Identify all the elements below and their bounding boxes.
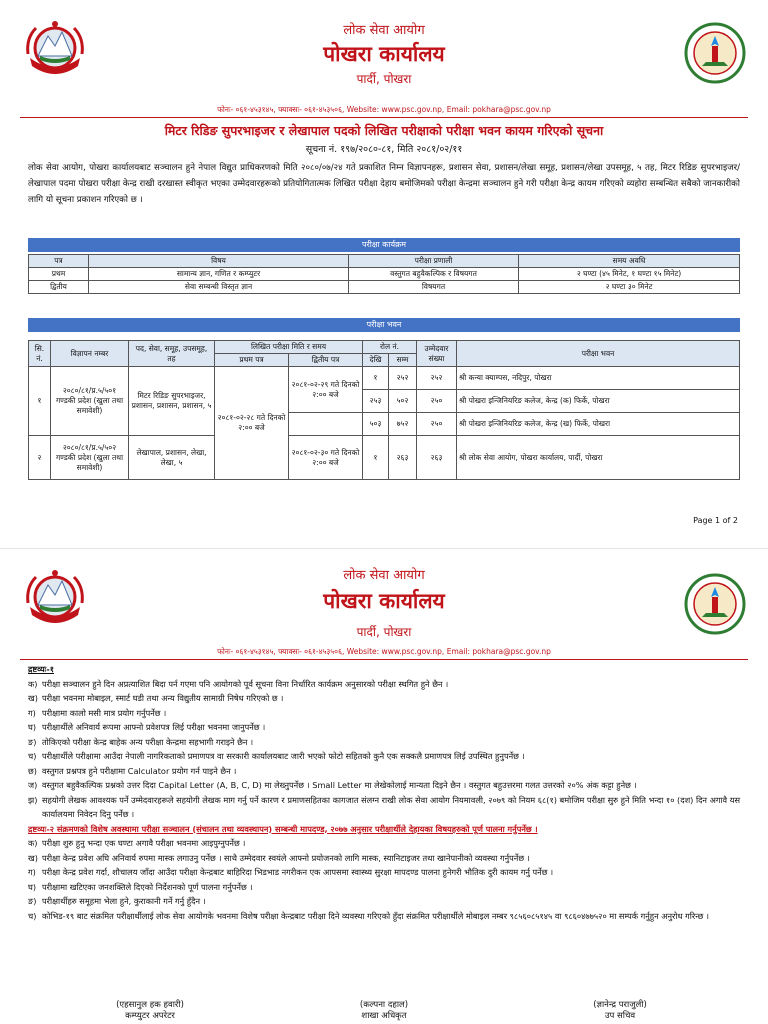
notice-intro: लोक सेवा आयोग, पोखरा कार्यालयबाट सञ्चालन हुने नेपाल विद्युत प्राधिकरणको मिति २०८०/०७/२४ गते प्रकाशित निम्न विज्ञापनहरू, प्रशासन सेवा, प्रशासन/लेखा समूह, प्रशासन/लेखा उपसमूह, ५ तह, मिटर रिडिङ सुपरभाइजर/लेखापाल पदमा पोखरा परीक्षा केन्द्र राखी दरखास्त स्वीकृत भएका उम्मेदवारहरूको प्रतियोगितात्मक लिखित परीक्षा देहाय बमोजिमको परीक्षा केन्द्रमा सञ्चालन हुने गरी परीक्षा केन्द्र कायम गरिएको व्यहोरा सम्बन्धित सबैको जानकारीको लागि यो सूचना प्रकाशन गरिएको छ ।	[28, 163, 740, 205]
table-cell: २ घण्टा ३० मिनेट	[519, 281, 740, 294]
list-item-text: परीक्षा शुरु हुनु भन्दा एक घण्टा अगावै परीक्षा भवनमा आइपुग्नुपर्नेछ ।	[42, 838, 246, 848]
table-row	[29, 281, 740, 294]
table-cell: २०८१-०२-२९ गते दिनको २:०० बजे	[289, 367, 363, 413]
list-item	[28, 677, 740, 692]
venue-col-post: पद, सेवा, समूह, उपसमूह, तह	[129, 341, 215, 367]
page-number: Page 1 of 2	[693, 516, 738, 525]
schedule-col-paper: पत्र	[29, 255, 89, 268]
list-item-text: परीक्षार्थीहरु समूहमा भेला हुने, कुराकानी गर्ने गर्नु हुँदैन ।	[42, 896, 206, 906]
list-item-text: परीक्षा भवनमा मोबाइल, स्मार्ट घडी तथा अन्य विद्युतीय सामाग्री निषेध गरिएको छ ।	[42, 693, 284, 703]
list-item-label: ग)	[28, 707, 36, 718]
venue-col-adv: विज्ञापन नम्बर	[51, 341, 129, 367]
venue-col-sn: सि. नं.	[29, 341, 51, 367]
commission-name: लोक सेवा आयोग	[343, 568, 425, 583]
list-item-label: ङ)	[28, 896, 37, 906]
venue-table	[28, 340, 740, 480]
table-cell: द्वितीय	[29, 281, 89, 294]
office-name: पोखरा कार्यालय	[323, 589, 445, 613]
list-item	[28, 764, 740, 779]
schedule-col-duration: समय अवधि	[519, 255, 740, 268]
list-item-text: परीक्षा सञ्चालन हुने दिन अप्रत्याशित बिदा पर्न गएमा पनि आयोगको पूर्व सूचना विना निर्धारित कार्यक्रम अनुसारको परीक्षा स्थगित हुने छैन ।	[42, 678, 449, 689]
signatory-name: (ज्ञानेन्द्र पराजुली)	[593, 1000, 647, 1010]
signatory-1	[70, 999, 230, 1021]
office-location: पार्दी, पोखरा	[356, 72, 412, 86]
list-item	[28, 778, 740, 793]
list-item-text: तोकिएको परीक्षा केन्द्र बाहेक अन्य परीक्षा केन्द्रमा सहभागी गराइने छैन ।	[42, 736, 254, 747]
list-item-label: ग)	[28, 867, 36, 877]
notes-heading-1: द्रष्टव्यः-१	[28, 664, 54, 674]
notes-section	[28, 662, 740, 923]
list-item	[28, 793, 740, 822]
table-cell: २६३	[389, 436, 417, 480]
signatory-name: (कल्पना दहाल)	[359, 1000, 409, 1010]
table-cell: श्री पोखरा इन्जिनियरिङ कलेज, केन्द्र (क) फिर्के, पोखरा	[457, 390, 740, 413]
list-item	[28, 851, 740, 866]
notice-page-2	[0, 548, 768, 1024]
table-cell	[289, 413, 363, 436]
venue-col-from: देखि	[363, 354, 389, 367]
list-item	[28, 836, 740, 851]
table-cell: २०८१-०२-३० गते दिनको २:०० बजे	[289, 436, 363, 480]
venue-col-roll: रोल नं.	[363, 341, 417, 354]
notice-reference: सूचना नं. १९७/२०८०-८१, मिति २०८१/०२/११	[305, 144, 463, 155]
list-item-text: कोभिड-१९ बाट संक्रमित परीक्षार्थीलाई लोक सेवा आयोगके भवनमा विशेष परीक्षा केन्द्रबाट परीक्षा दिने व्यवस्था गरिएको हुँदा संक्रमित परीक्षार्थीले मोबाइल नम्बर ९८५६०८५१४५ वा ९८६०४७७५२० मा सम्पर्क गर्नुहुन अनुरोध गरिन्छ ।	[42, 910, 710, 921]
table-cell: २०८०/८१/प्र.५/५०२ गण्डकी प्रदेश (खुला तथा समावेशी)	[51, 436, 129, 480]
list-item-label: क)	[28, 838, 38, 848]
list-item-label: घ)	[28, 722, 37, 732]
table-cell: १	[363, 436, 389, 480]
notice-subject: मिटर रिडिङ सुपरभाइजर र लेखापाल पदको लिखित परीक्षाको परीक्षा भवन कायम गरिएको सूचना	[164, 123, 604, 138]
venue-col-second: द्वितीय पत्र	[289, 354, 363, 367]
list-item-label: घ)	[28, 881, 37, 892]
table-cell: २६३	[417, 436, 457, 480]
list-item-label: ख)	[28, 852, 38, 863]
table-row	[29, 436, 740, 480]
list-item-text: सहयोगी लेखक आवश्यक पर्ने उम्मेदवारहरूले सहयोगी लेखक माग गर्नु पर्ने कारण र प्रमाणसहितका कागजात संलग्न राखी लोक सेवा आयोग नियमावली, २०७९ को नियम ६८(१) बमोजिम परीक्षा सुरु हुने मिति भन्दा १० (दश) दिन अगावै यस कार्यालयमा निवेदन दिनु पर्नेछ ।	[42, 794, 740, 819]
table-cell: विषयगत	[349, 281, 519, 294]
table-cell: २	[29, 436, 51, 480]
signatory-2	[304, 999, 464, 1021]
table-cell: २५२	[417, 367, 457, 390]
table-cell: श्री लोक सेवा आयोग, पोखरा कार्यालय, पार्दी, पोखरा	[457, 436, 740, 480]
venue-col-to: सम्म	[389, 354, 417, 367]
list-item-text: परीक्षा केन्द्र प्रवेश अघि अनिवार्य रुपमा मास्क लगाउनु पर्नेछ । साथै उम्मेदवार स्वयंले आफ्नो प्रयोजनको लागि मास्क, स्यानिटाइजर तथा खानेपानीको व्यवस्था गर्नुपर्नेछ ।	[42, 852, 530, 863]
table-cell: प्रथम	[29, 268, 89, 281]
list-item-label: ज)	[28, 780, 38, 790]
contact-line: फोनः- ०६१-४५३१४५, फ्याक्सः- ०६१-४५३५०६, Website: www.psc.gov.np, Email: pokhara@psc.gov.np	[217, 647, 551, 656]
office-location: पार्दी, पोखरा	[356, 625, 412, 639]
schedule-col-subject: विषय	[89, 255, 349, 268]
venue-col-hall: परीक्षा भवन	[457, 341, 740, 367]
list-item-label: छ)	[28, 765, 37, 776]
list-item-label: च)	[28, 910, 37, 921]
table-cell: २ घण्टा (४५ मिनेट, १ घण्टा १५ मिनेट)	[519, 268, 740, 281]
schedule-table	[28, 254, 740, 294]
list-item-text: परीक्षामा कालो मसी मात्र प्रयोग गर्नुपर्नेछ ।	[42, 707, 167, 718]
list-item	[28, 865, 740, 880]
commission-name: लोक सेवा आयोग	[343, 23, 425, 38]
list-item-text: वस्तुगत बहुवैकल्पिक प्रश्नको उत्तर दिदा Capital Letter (A, B, C, D) मा लेख्नुपर्नेछ । Small Letter मा लेखेकोलाई मान्यता दिइने छैन । वस्तुगत बहुउत्तरमा गलत उत्तरको २०% अंक कट्टा हुनेछ ।	[42, 780, 637, 790]
venue-header-row	[29, 341, 740, 354]
list-item-label: ङ)	[28, 736, 37, 747]
office-name: पोखरा कार्यालय	[323, 42, 445, 66]
list-item-text: वस्तुगत प्रश्नपत्र हुने परीक्षामा Calculator प्रयोग गर्न पाइने छैन ।	[42, 765, 237, 776]
signatory-name: (एहसानुल हक हवारी)	[116, 1000, 184, 1010]
table-cell: वस्तुगत बहुवैकल्पिक र विषयगत	[349, 268, 519, 281]
contact-line: फोनः- ०६१-४५३१४५, फ्याक्सः- ०६१-४५३५०६, Website: www.psc.gov.np, Email: pokhara@psc.gov.np	[217, 105, 551, 114]
schedule-title: परीक्षा कार्यक्रम	[28, 238, 740, 252]
list-item	[28, 749, 740, 764]
list-item	[28, 720, 740, 735]
schedule-col-system: परीक्षा प्रणाली	[349, 255, 519, 268]
table-cell: २०८१-०२-२८ गते दिनको २:०० बजे	[215, 367, 289, 480]
list-item-text: परीक्षार्थीले अनिवार्य रूपमा आफ्नो प्रवेशपत्र लिई परीक्षा भवनमा जानुपर्नेछ ।	[42, 722, 266, 732]
list-item	[28, 735, 740, 750]
table-row	[29, 268, 740, 281]
list-item-label: क)	[28, 678, 38, 689]
signatory-title: शाखा अधिकृत	[361, 1011, 407, 1021]
table-cell: लेखापाल, प्रशासन, लेखा, लेखा, ५	[129, 436, 215, 480]
venue-col-first: प्रथम पत्र	[215, 354, 289, 367]
list-item	[28, 894, 740, 909]
list-item	[28, 880, 740, 895]
table-cell: श्री कन्या क्याम्पस, नदिपुर, पोखरा	[457, 367, 740, 390]
signatory-3	[540, 999, 700, 1021]
schedule-header-row	[29, 255, 740, 268]
list-item	[28, 691, 740, 706]
table-cell: ७५२	[389, 413, 417, 436]
signatory-title: कम्प्युटर अपरेटर	[125, 1011, 175, 1021]
table-cell: १	[29, 367, 51, 436]
venue-col-count: उम्मेदवार संख्या	[417, 341, 457, 367]
notes-list-1	[28, 677, 740, 822]
notes-heading-2: द्रष्टव्यः-२ संक्रमणको विशेष अवस्थामा परीक्षा सञ्चालन (संचालन तथा व्यवस्थापन) सम्बन्धी मापदण्ड, २०७७ अनुसार परीक्षार्थीले देहायका विषयहरुको पूर्ण पालना गर्नुपर्नेछ ।	[28, 823, 538, 834]
table-cell: श्री पोखरा इन्जिनियरिङ कलेज, केन्द्र (ख) फिर्के, पोखरा	[457, 413, 740, 436]
table-cell: ५०२	[389, 390, 417, 413]
list-item	[28, 706, 740, 721]
table-cell: मिटर रिडिङ सुपरभाइजर, प्रशासन, प्रशासन, प्रशासन, ५	[129, 367, 215, 436]
table-cell: सेवा सम्बन्धी विस्तृत ज्ञान	[89, 281, 349, 294]
header-divider	[20, 659, 748, 660]
signatory-title: उप सचिव	[604, 1011, 636, 1021]
table-cell: २५०	[417, 413, 457, 436]
venue-col-datetime: लिखित परीक्षा मिति र समय	[215, 341, 363, 354]
list-item	[28, 909, 740, 924]
table-cell: ५०३	[363, 413, 389, 436]
list-item-label: झ)	[28, 794, 38, 805]
list-item-text: परीक्षा केन्द्र प्रवेश गर्दा, शौचालय जाँदा आउँदा परीक्षा केन्द्रबाट बाहिरिदा भिडभाड नगरीकन एक आपसमा स्वास्थ्य सुरक्षा मापदण्ड पालना हुनेगरी भौतिक दुरी कायम गर्नु पर्नेछ ।	[42, 867, 554, 877]
table-cell: २५२	[389, 367, 417, 390]
list-item-label: ख)	[28, 693, 38, 703]
table-cell: सामान्य ज्ञान, गणित र कम्प्युटर	[89, 268, 349, 281]
list-item-text: परीक्षामा खटिएका जनशक्तिले दिएको निर्देशनको पूर्ण पालना गर्नुपर्नेछ ।	[42, 881, 253, 892]
table-cell: २५३	[363, 390, 389, 413]
notes-list-2	[28, 836, 740, 923]
venue-title: परीक्षा भवन	[28, 318, 740, 332]
table-cell: २५०	[417, 390, 457, 413]
table-row	[29, 367, 740, 390]
list-item-label: च)	[28, 751, 37, 761]
list-item-text: परीक्षार्थीले परीक्षामा आउँदा नेपाली नागरिकताको प्रमाणपत्र वा सरकारी कार्यालयबाट जारी भएको फोटो सहितको कुनै एक सक्कलै प्रमाणपत्र लिई उपस्थित हुनुपर्नेछ ।	[42, 751, 525, 761]
table-cell: १	[363, 367, 389, 390]
table-cell: २०८०/८१/प्र.५/५०१ गण्डकी प्रदेश (खुला तथा समावेशी)	[51, 367, 129, 436]
header-divider	[20, 117, 748, 118]
